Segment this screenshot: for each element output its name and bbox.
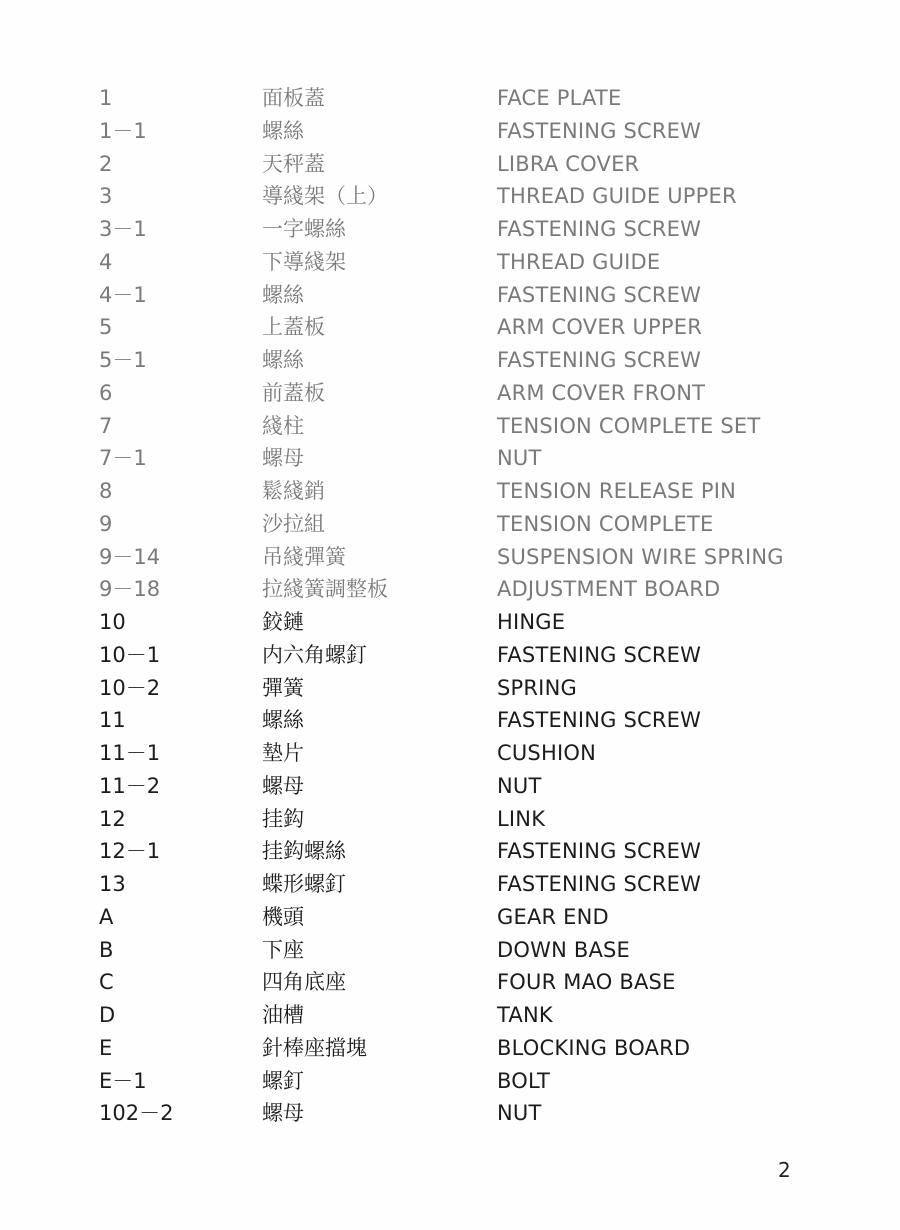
- part-row: [0, 835, 900, 868]
- part-name-chinese: 機頭: [262, 904, 304, 929]
- part-name-chinese: 綫柱: [262, 413, 304, 438]
- part-name-chinese: 鉸鏈: [262, 610, 304, 634]
- part-number: 7: [99, 413, 113, 438]
- part-row: [0, 770, 900, 803]
- part-name-english: FASTENING SCREW: [497, 642, 702, 667]
- part-number: 3: [99, 184, 113, 209]
- part-name-chinese: 螺母: [262, 1101, 304, 1126]
- part-number: E－1: [99, 1068, 147, 1093]
- part-number: 12: [99, 806, 126, 831]
- part-row: [0, 639, 900, 672]
- part-name-english: CUSHION: [497, 741, 596, 765]
- part-name-english: FASTENING SCREW: [497, 348, 702, 372]
- part-name-chinese: 螺母: [262, 446, 304, 471]
- part-row: [0, 180, 900, 213]
- part-number: 11－2: [99, 773, 161, 798]
- part-number: 10－1: [99, 642, 161, 667]
- part-row: [0, 1032, 900, 1065]
- part-name-english: FASTENING SCREW: [497, 708, 702, 733]
- part-row: [0, 82, 900, 115]
- part-number: 5－1: [99, 348, 147, 372]
- part-number: 102－2: [99, 1101, 174, 1126]
- part-row: [0, 606, 900, 639]
- part-row: [0, 115, 900, 148]
- part-name-english: DOWN BASE: [497, 937, 631, 962]
- part-name-chinese: 上蓋板: [262, 315, 325, 340]
- part-row: [0, 377, 900, 410]
- part-name-english: FASTENING SCREW: [497, 282, 702, 307]
- part-number: 6: [99, 380, 113, 405]
- part-number: C: [99, 970, 114, 995]
- part-row: [0, 246, 900, 279]
- part-number: 10－2: [99, 675, 161, 700]
- part-name-english: FOUR MAO BASE: [497, 970, 676, 995]
- part-row: [0, 704, 900, 737]
- part-name-chinese: 面板蓋: [262, 86, 325, 110]
- part-name-english: ARM COVER UPPER: [497, 315, 703, 340]
- part-number: B: [99, 937, 114, 962]
- part-name-chinese: 挂鈎: [262, 806, 304, 831]
- part-name-english: LINK: [497, 806, 546, 831]
- part-row: [0, 279, 900, 312]
- part-row: [0, 966, 900, 999]
- part-row: [0, 213, 900, 246]
- part-number: 8: [99, 479, 113, 503]
- part-number: 2: [99, 151, 113, 176]
- part-row: [0, 803, 900, 836]
- part-name-chinese: 内六角螺釘: [262, 642, 367, 667]
- part-row: [0, 475, 900, 508]
- part-name-chinese: 油槽: [262, 1003, 304, 1027]
- page-number: 2: [778, 1158, 791, 1182]
- part-name-chinese: 下導綫架: [262, 249, 346, 274]
- part-name-english: SUSPENSION WIRE SPRING: [497, 544, 784, 569]
- part-row: [0, 901, 900, 934]
- part-number: 9－14: [99, 544, 161, 569]
- part-number: 9: [99, 511, 113, 536]
- part-name-english: FASTENING SCREW: [497, 217, 702, 241]
- part-name-english: LIBRA COVER: [497, 151, 640, 176]
- part-row: [0, 311, 900, 344]
- part-name-english: THREAD GUIDE: [497, 249, 661, 274]
- part-name-english: FASTENING SCREW: [497, 872, 702, 896]
- part-name-english: ARM COVER FRONT: [497, 380, 706, 405]
- part-row: [0, 508, 900, 541]
- part-name-english: BOLT: [497, 1068, 551, 1093]
- part-name-english: NUT: [497, 446, 542, 471]
- part-name-chinese: 螺釘: [262, 1068, 304, 1093]
- part-row: [0, 1065, 900, 1098]
- part-number: 11－1: [99, 741, 161, 765]
- part-number: 1－1: [99, 118, 147, 143]
- part-name-chinese: 針棒座擋塊: [262, 1035, 367, 1060]
- part-name-chinese: 螺絲: [262, 708, 304, 733]
- part-name-english: NUT: [497, 773, 542, 798]
- part-name-english: TENSION COMPLETE SET: [497, 413, 761, 438]
- part-name-english: FASTENING SCREW: [497, 839, 702, 864]
- part-name-chinese: 彈簧: [262, 675, 304, 700]
- part-name-english: FASTENING SCREW: [497, 118, 702, 143]
- part-row: [0, 999, 900, 1032]
- part-name-chinese: 螺絲: [262, 348, 304, 372]
- part-name-chinese: 螺絲: [262, 282, 304, 307]
- part-row: [0, 148, 900, 181]
- part-number: 10: [99, 610, 126, 634]
- part-row: [0, 541, 900, 574]
- part-row: [0, 1097, 900, 1130]
- part-name-english: SPRING: [497, 675, 577, 700]
- part-name-chinese: 前蓋板: [262, 380, 325, 405]
- part-name-chinese: 螺絲: [262, 118, 304, 143]
- part-name-chinese: 鬆綫銷: [262, 479, 325, 503]
- part-row: [0, 442, 900, 475]
- part-row: [0, 934, 900, 967]
- part-name-chinese: 下座: [262, 937, 304, 962]
- part-row: [0, 344, 900, 377]
- part-number: 7－1: [99, 446, 147, 471]
- part-name-english: NUT: [497, 1101, 542, 1126]
- part-number: 5: [99, 315, 113, 340]
- part-name-english: TANK: [497, 1003, 553, 1027]
- part-name-chinese: 吊綫彈簧: [262, 544, 346, 569]
- part-name-english: FACE PLATE: [497, 86, 622, 110]
- part-number: 1: [99, 86, 113, 110]
- part-name-english: HINGE: [497, 610, 566, 634]
- part-number: 11: [99, 708, 126, 733]
- part-number: 4: [99, 249, 113, 274]
- part-name-english: TENSION RELEASE PIN: [497, 479, 737, 503]
- part-number: 4－1: [99, 282, 147, 307]
- part-name-chinese: 挂鈎螺絲: [262, 839, 346, 864]
- part-number: E: [99, 1035, 113, 1060]
- part-name-chinese: 蝶形螺釘: [262, 872, 346, 896]
- part-number: 3－1: [99, 217, 147, 241]
- part-row: [0, 737, 900, 770]
- part-name-chinese: 拉綫簧調整板: [262, 577, 388, 602]
- part-row: [0, 573, 900, 606]
- part-name-chinese: 墊片: [262, 741, 304, 765]
- part-row: [0, 672, 900, 705]
- part-row: [0, 868, 900, 901]
- part-number: A: [99, 904, 114, 929]
- part-row: [0, 410, 900, 443]
- part-name-chinese: 螺母: [262, 773, 304, 798]
- part-name-chinese: 導綫架（上）: [262, 184, 388, 209]
- part-name-chinese: 沙拉組: [262, 511, 325, 536]
- part-number: D: [99, 1003, 116, 1027]
- part-name-english: BLOCKING BOARD: [497, 1035, 691, 1060]
- part-name-english: THREAD GUIDE UPPER: [497, 184, 737, 209]
- part-name-chinese: 天秤蓋: [262, 151, 325, 176]
- part-name-chinese: 四角底座: [262, 970, 346, 995]
- part-name-chinese: 一字螺絲: [262, 217, 346, 241]
- part-number: 9－18: [99, 577, 161, 602]
- part-name-english: TENSION COMPLETE: [497, 511, 714, 536]
- part-name-english: ADJUSTMENT BOARD: [497, 577, 721, 602]
- part-number: 12－1: [99, 839, 161, 864]
- part-name-english: GEAR END: [497, 904, 609, 929]
- part-number: 13: [99, 872, 126, 896]
- parts-list: [0, 82, 900, 1130]
